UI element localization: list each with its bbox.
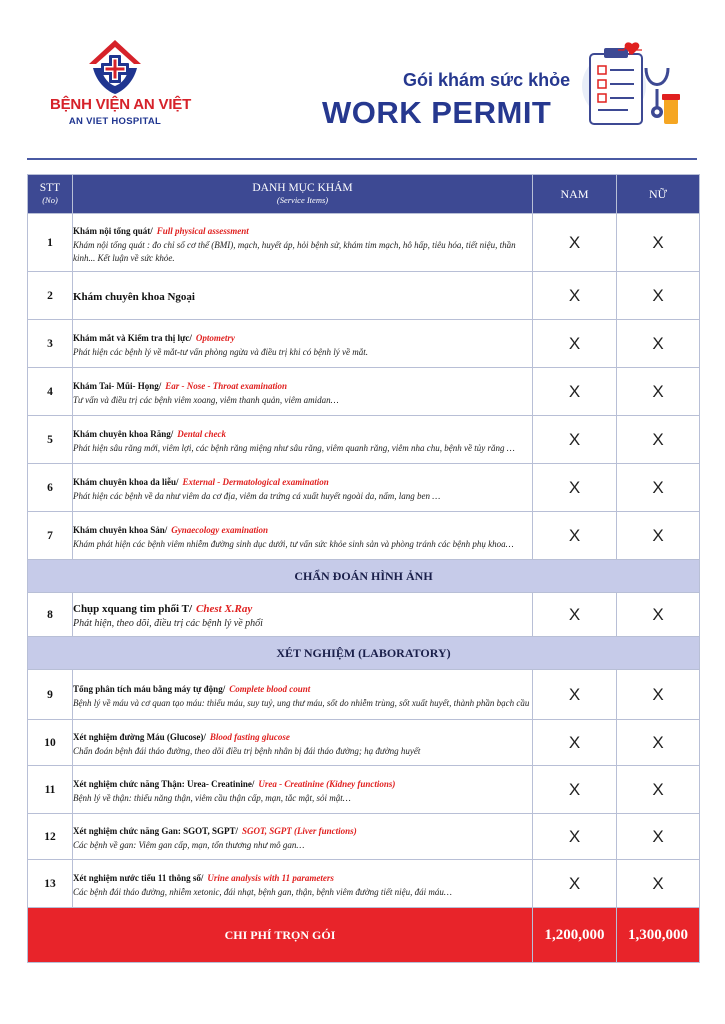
service-description: Phát hiện sâu răng mới, viêm lợi, các bệnh răng miệng như sâu răng, viêm quanh răng, viêm nha chu, bệnh về tủy răng …	[73, 443, 515, 453]
header-service-items	[73, 175, 533, 214]
section-title: CHẨN ĐOÁN HÌNH ẢNH	[28, 560, 700, 593]
service-title-en: Urine analysis with 11 parameters	[207, 873, 334, 883]
table-row	[28, 593, 700, 637]
row-number: 5	[28, 416, 73, 464]
row-number: 2	[28, 272, 73, 320]
male-check: X	[533, 720, 617, 766]
service-title-en: SGOT, SGPT (Liver functions)	[242, 826, 357, 836]
service-title-en: Complete blood count	[229, 684, 311, 694]
row-number: 4	[28, 368, 73, 416]
service-description: Khám nội tổng quát : đo chỉ số cơ thể (BMI), mạch, huyết áp, hỏi bệnh sử, khám tim mạch, hô hấp, tiêu hóa, tiết niệu, thần kinh... Kết luận về sức khỏe.	[73, 239, 516, 263]
service-table	[27, 174, 700, 963]
row-number: 7	[28, 512, 73, 560]
service-cell	[73, 368, 533, 416]
male-check: X	[533, 814, 617, 860]
service-title: Xét nghiệm chức năng Gan: SGOT, SGPT/	[73, 826, 239, 836]
service-title-en: Full physical assessment	[156, 225, 249, 236]
service-title: Khám chuyên khoa Ngoại	[73, 290, 195, 303]
header-divider	[27, 158, 697, 160]
service-title: Tổng phân tích máu bằng máy tự động/	[73, 684, 226, 694]
service-description: Tư vấn và điều trị các bệnh viêm xoang, viêm thanh quản, viêm amidan…	[73, 395, 339, 405]
female-check: X	[617, 416, 700, 464]
table-row	[28, 320, 700, 368]
male-check: X	[533, 272, 617, 320]
service-description: Phát hiện các bệnh về da như viêm da cơ địa, viêm da trứng cá xuất huyết ngoài da, nấm, lang ben …	[73, 491, 441, 501]
table-row	[28, 272, 700, 320]
header-item-label: DANH MỤC KHÁM	[252, 182, 353, 194]
male-price: 1,200,000	[533, 908, 617, 963]
male-check: X	[533, 214, 617, 272]
service-description: Các bệnh đái tháo đường, nhiễm xetonic, đái nhạt, bệnh gan, thận, bệnh viêm đường tiết niệu, đái máu…	[73, 887, 452, 897]
female-check: X	[617, 814, 700, 860]
total-label: CHI PHÍ TRỌN GÓI	[28, 908, 533, 963]
table-row	[28, 416, 700, 464]
header-stt-label: STT	[39, 182, 61, 194]
row-number: 3	[28, 320, 73, 368]
table-row	[28, 860, 700, 908]
hospital-logo-icon	[87, 38, 143, 96]
service-cell	[73, 814, 533, 860]
male-check: X	[533, 416, 617, 464]
header-female: NỮ	[617, 175, 700, 214]
header-item-en: (Service Items)	[276, 195, 329, 205]
female-check: X	[617, 766, 700, 814]
service-cell	[73, 272, 533, 320]
service-title-en: Dental check	[177, 429, 227, 439]
hospital-name: BỆNH VIỆN AN VIỆT	[50, 96, 192, 113]
service-title: Khám nội tổng quát/	[73, 225, 153, 236]
service-description: Bệnh lý về thận: thiểu năng thận, viêm cầu thận cấp, mạn, tắc mật, sỏi mật…	[73, 793, 351, 803]
male-check: X	[533, 320, 617, 368]
row-number: 10	[28, 720, 73, 766]
service-cell	[73, 670, 533, 720]
male-check: X	[533, 512, 617, 560]
row-number: 8	[28, 593, 73, 637]
service-title-en: Urea - Creatinine (Kidney functions)	[258, 779, 396, 789]
service-cell	[73, 593, 533, 637]
header-male: NAM	[533, 175, 617, 214]
service-cell	[73, 512, 533, 560]
service-cell	[73, 720, 533, 766]
service-cell	[73, 464, 533, 512]
package-title: WORK PERMIT	[322, 95, 552, 130]
service-description: Các bệnh về gan: Viêm gan cấp, mạn, tổn thương như mô gan…	[73, 840, 305, 850]
row-number: 12	[28, 814, 73, 860]
medical-clipboard-illustration-icon	[572, 38, 682, 130]
hospital-name-en: AN VIET HOSPITAL	[68, 116, 162, 127]
service-title-en: Ear - Nose - Throat examination	[165, 381, 288, 391]
male-check: X	[533, 670, 617, 720]
female-check: X	[617, 272, 700, 320]
table-row	[28, 214, 700, 272]
service-description: Khám phát hiện các bệnh viêm nhiễm đường sinh dục dưới, tư vấn sức khỏe sinh sản và phòng tránh các bệnh phụ khoa…	[73, 539, 514, 549]
female-check: X	[617, 464, 700, 512]
female-price: 1,300,000	[617, 908, 700, 963]
service-title: Khám mắt và Kiểm tra thị lực/	[73, 333, 192, 343]
service-title-en: Chest X.Ray	[196, 603, 253, 615]
row-number: 9	[28, 670, 73, 720]
service-cell	[73, 320, 533, 368]
service-cell	[73, 860, 533, 908]
service-title: Xét nghiệm chức năng Thận: Urea- Creatinine/	[73, 779, 255, 789]
service-description: Chẩn đoán bệnh đái tháo đường, theo dõi điều trị bệnh nhân bị đái tháo đường; hạ đường huyết	[73, 746, 421, 756]
male-check: X	[533, 860, 617, 908]
male-check: X	[533, 368, 617, 416]
male-check: X	[533, 593, 617, 637]
female-check: X	[617, 512, 700, 560]
service-cell	[73, 214, 533, 272]
service-title-en: Optometry	[195, 333, 235, 343]
service-description: Phát hiện các bệnh lý về mắt-tư vấn phòng ngừa và điều trị khi có bệnh lý về mắt.	[73, 347, 368, 357]
service-title: Khám chuyên khoa da liễu/	[73, 477, 179, 487]
total-row	[28, 908, 700, 963]
header-stt-en: (No)	[42, 195, 58, 205]
service-description: Bệnh lý về máu và cơ quan tạo máu: thiếu máu, suy tuỷ, ung thư máu, sốt do nhiễm trùng, sốt xuất huyết, thành phần bạch cầu	[73, 698, 530, 708]
service-title: Xét nghiệm nước tiểu 11 thông số/	[73, 873, 204, 883]
table-row	[28, 512, 700, 560]
package-subtitle: Gói khám sức khỏe	[403, 70, 571, 90]
female-check: X	[617, 860, 700, 908]
row-number: 11	[28, 766, 73, 814]
service-description: Phát hiện, theo dõi, điều trị các bệnh lý về phổi	[73, 618, 263, 629]
male-check: X	[533, 766, 617, 814]
service-cell	[73, 416, 533, 464]
row-number: 1	[28, 214, 73, 272]
male-check: X	[533, 464, 617, 512]
female-check: X	[617, 368, 700, 416]
service-title-en: External - Dermatological examination	[182, 477, 329, 487]
service-title-en: Blood fasting glucose	[209, 732, 290, 742]
service-title: Khám chuyên khoa Răng/	[73, 429, 174, 439]
service-title: Khám chuyên khoa Sản/	[73, 525, 168, 535]
female-check: X	[617, 593, 700, 637]
female-check: X	[617, 670, 700, 720]
service-title: Khám Tai- Mũi- Họng/	[73, 381, 162, 391]
section-header-row	[28, 560, 700, 593]
table-row	[28, 766, 700, 814]
section-header-row	[28, 637, 700, 670]
female-check: X	[617, 214, 700, 272]
hospital-logo	[50, 38, 192, 130]
service-title: Chụp xquang tim phổi T/	[73, 603, 193, 615]
service-title: Xét nghiệm đường Máu (Glucose)/	[73, 732, 206, 742]
row-number: 6	[28, 464, 73, 512]
section-title: XÉT NGHIỆM (LABORATORY)	[28, 637, 700, 670]
table-row	[28, 464, 700, 512]
table-row	[28, 720, 700, 766]
service-cell	[73, 766, 533, 814]
female-check: X	[617, 320, 700, 368]
header-stt	[28, 175, 73, 214]
table-row	[28, 368, 700, 416]
table-header-row	[28, 175, 700, 214]
table-row	[28, 814, 700, 860]
service-title-en: Gynaecology examination	[171, 525, 269, 535]
female-check: X	[617, 720, 700, 766]
table-row	[28, 670, 700, 720]
row-number: 13	[28, 860, 73, 908]
